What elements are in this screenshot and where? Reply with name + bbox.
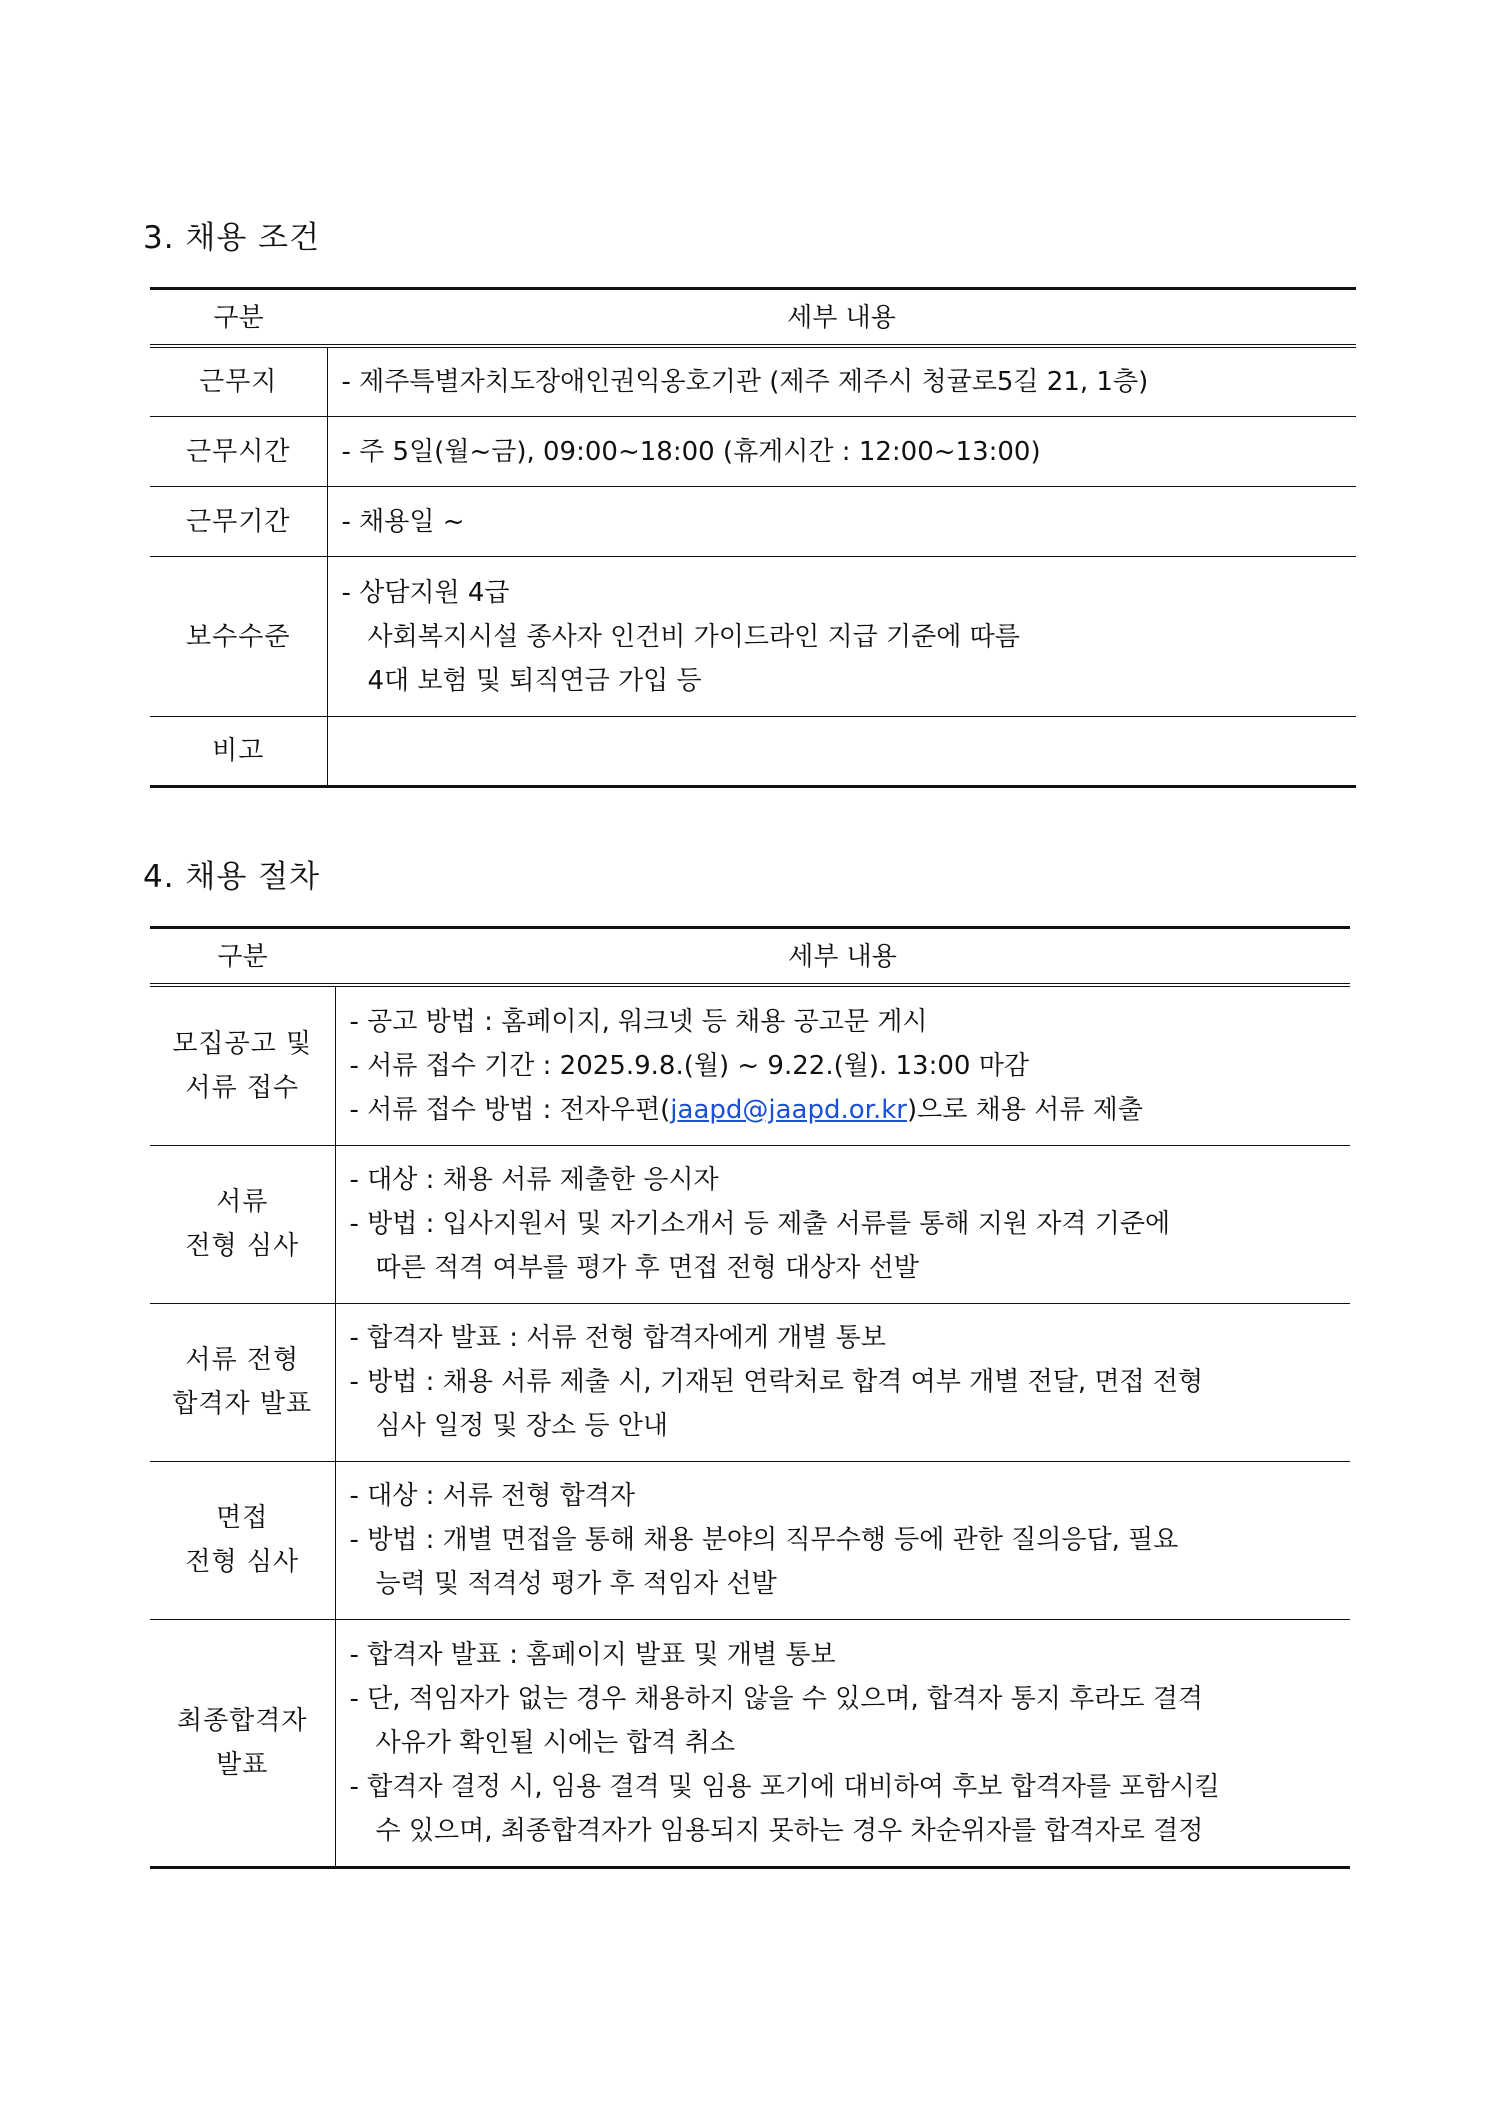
row-label: 비고 bbox=[150, 717, 327, 787]
table-row bbox=[150, 417, 1356, 487]
content-line: - 서류 접수 기간 : 2025.9.8.(월) ~ 9.22.(월). 13:00 마감 bbox=[349, 1050, 1029, 1081]
content-line: - 방법 : 개별 면접을 통해 채용 분야의 직무수행 등에 관한 질의응답, 필요 bbox=[349, 1525, 1179, 1555]
row-content bbox=[335, 1461, 1350, 1619]
label-line: 서류 접수 bbox=[185, 1072, 300, 1103]
content-line bbox=[350, 1088, 1339, 1132]
row-label: 근무기간 bbox=[150, 487, 327, 557]
label-line: 합격자 발표 bbox=[172, 1389, 313, 1419]
email-suffix: )으로 채용 서류 제출 bbox=[906, 1094, 1143, 1125]
label-line: 면접 bbox=[216, 1503, 269, 1533]
row-content bbox=[327, 557, 1356, 717]
content-line: - 합격자 발표 : 서류 전형 합격자에게 개별 통보 bbox=[349, 1323, 886, 1353]
table-row bbox=[150, 557, 1356, 717]
row-content bbox=[327, 417, 1356, 487]
table-row bbox=[150, 985, 1350, 1145]
header-category: 구분 bbox=[150, 289, 327, 347]
content-line: - 주 5일(월~금), 09:00~18:00 (휴게시간 : 12:00~13:00) bbox=[341, 436, 1041, 467]
label-line: 서류 bbox=[216, 1187, 269, 1217]
label-line: 전형 심사 bbox=[185, 1547, 300, 1577]
table-row bbox=[150, 487, 1356, 557]
row-label: 보수수준 bbox=[150, 557, 327, 717]
content-line: - 대상 : 채용 서류 제출한 응시자 bbox=[349, 1165, 719, 1195]
section-3-title: 3. 채용 조건 bbox=[143, 220, 321, 256]
row-content bbox=[327, 487, 1356, 557]
content-line: - 단, 적임자가 없는 경우 채용하지 않을 수 있으며, 합격자 통지 후라도 결격 bbox=[349, 1683, 1203, 1714]
row-content bbox=[335, 1145, 1350, 1303]
header-detail: 세부 내용 bbox=[335, 928, 1350, 986]
label-line: 서류 전형 bbox=[185, 1345, 300, 1375]
content-line: 사회복지시설 종사자 인건비 가이드라인 지급 기준에 따름 bbox=[367, 621, 1020, 652]
content-line: - 합격자 발표 : 홈페이지 발표 및 개별 통보 bbox=[349, 1639, 836, 1670]
content-line: - 채용일 ~ bbox=[341, 506, 465, 537]
recruitment-procedure-table bbox=[150, 926, 1350, 1869]
employment-conditions-table bbox=[150, 287, 1356, 788]
table-header-row bbox=[150, 928, 1350, 986]
content-line: - 방법 : 입사지원서 및 자기소개서 등 제출 서류를 통해 지원 자격 기준에 bbox=[349, 1209, 1171, 1239]
content-line: 능력 및 적격성 평가 후 적임자 선발 bbox=[375, 1569, 777, 1599]
content-line: 수 있으며, 최종합격자가 임용되지 못하는 경우 차순위자를 합격자로 결정 bbox=[375, 1815, 1204, 1846]
content-line: 4대 보험 및 퇴직연금 가입 등 bbox=[367, 665, 702, 696]
row-label bbox=[150, 1619, 335, 1867]
row-label bbox=[150, 1145, 335, 1303]
row-label bbox=[150, 1303, 335, 1461]
content-line: 사유가 확인될 시에는 합격 취소 bbox=[375, 1727, 736, 1758]
email-link[interactable]: jaapd@jaapd.or.kr bbox=[670, 1094, 907, 1125]
table-row bbox=[150, 346, 1356, 417]
label-line: 모집공고 및 bbox=[172, 1028, 313, 1059]
content-line: 심사 일정 및 장소 등 안내 bbox=[375, 1411, 668, 1441]
table-row bbox=[150, 1303, 1350, 1461]
content-line: - 합격자 결정 시, 임용 결격 및 임용 포기에 대비하여 후보 합격자를 포함시킬 bbox=[349, 1771, 1220, 1802]
table-header-row bbox=[150, 289, 1356, 347]
content-line: - 상담지원 4급 bbox=[341, 577, 510, 608]
email-prefix: - 서류 접수 방법 : 전자우편( bbox=[349, 1094, 671, 1125]
label-line: 최종합격자 bbox=[176, 1705, 308, 1736]
row-content bbox=[335, 1619, 1350, 1867]
row-label bbox=[150, 985, 335, 1145]
content-line: - 방법 : 채용 서류 제출 시, 기재된 연락처로 합격 여부 개별 전달, 면접 전형 bbox=[349, 1367, 1204, 1397]
row-label: 근무시간 bbox=[150, 417, 327, 487]
header-detail: 세부 내용 bbox=[327, 289, 1356, 347]
content-line: - 제주특별자치도장애인권익옹호기관 (제주 제주시 청귤로5길 21, 1층) bbox=[341, 367, 1149, 397]
row-content bbox=[335, 985, 1350, 1145]
row-label: 근무지 bbox=[150, 346, 327, 417]
row-content bbox=[327, 346, 1356, 417]
header-category: 구분 bbox=[150, 928, 335, 986]
table-row bbox=[150, 1619, 1350, 1867]
label-line: 발표 bbox=[216, 1749, 269, 1780]
row-label bbox=[150, 1461, 335, 1619]
table-row bbox=[150, 717, 1356, 787]
row-content bbox=[327, 717, 1356, 787]
row-content bbox=[335, 1303, 1350, 1461]
table-row bbox=[150, 1461, 1350, 1619]
label-line: 전형 심사 bbox=[185, 1231, 300, 1261]
content-line: - 공고 방법 : 홈페이지, 워크넷 등 채용 공고문 게시 bbox=[349, 1006, 928, 1037]
content-line: - 대상 : 서류 전형 합격자 bbox=[349, 1481, 636, 1511]
content-line: 따른 적격 여부를 평가 후 면접 전형 대상자 선발 bbox=[375, 1253, 919, 1283]
section-4-title: 4. 채용 절차 bbox=[143, 859, 321, 895]
table-row bbox=[150, 1145, 1350, 1303]
